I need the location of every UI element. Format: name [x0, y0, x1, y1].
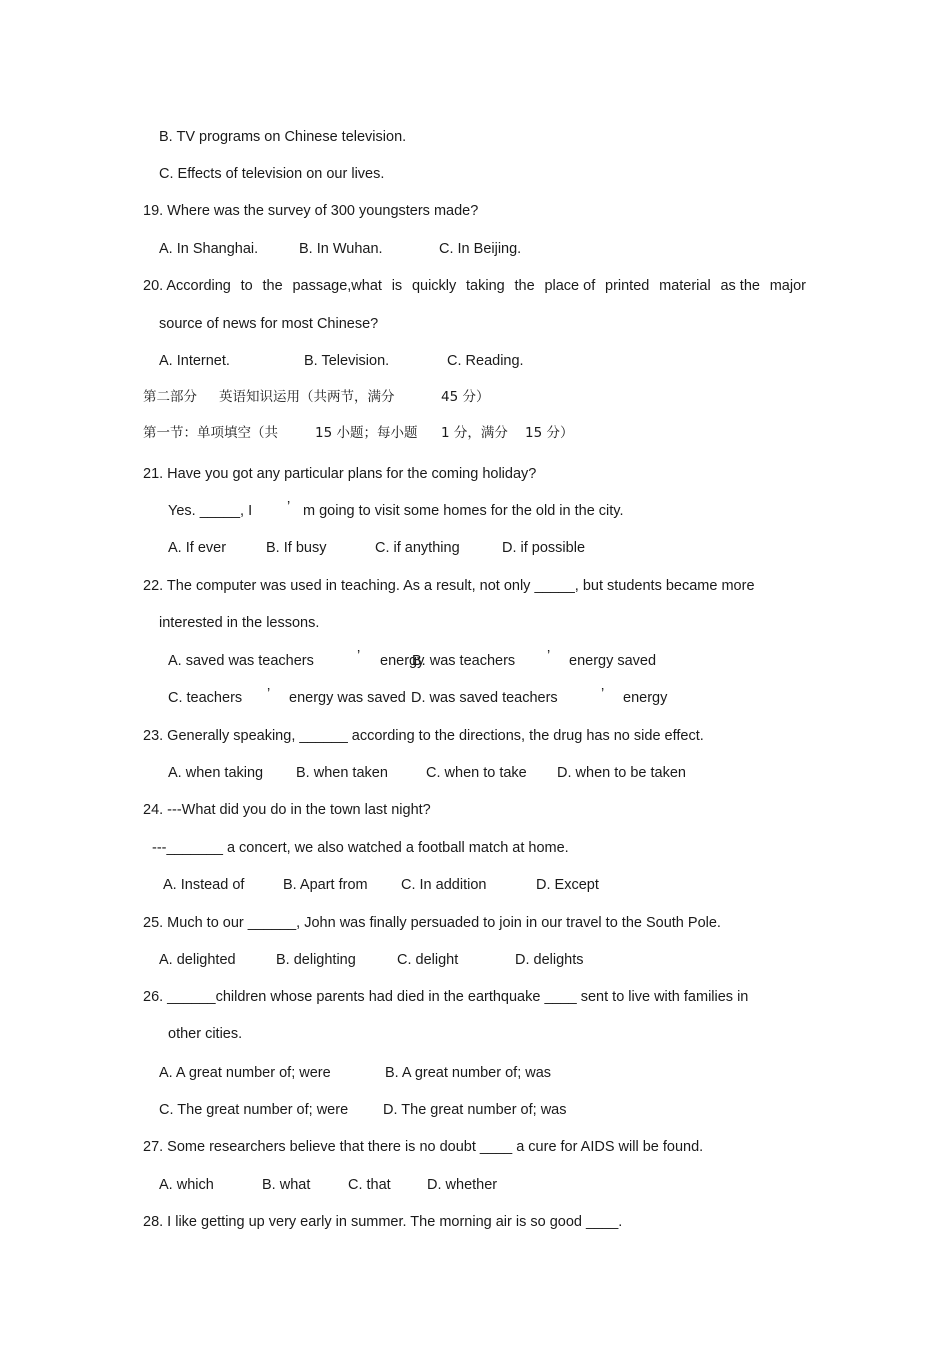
q23-option-d: D. when to be taken [557, 765, 686, 781]
section1-heading-a: 第一节：单项填空（共 [143, 425, 278, 441]
q22-option-b-part1: B. was teachers [412, 653, 516, 669]
q26-option-c: C. The great number of; were [159, 1102, 349, 1118]
q21-option-c: C. if anything [375, 540, 460, 556]
q24-stem: 24. ---What did you do in the town last night? [143, 802, 431, 818]
q20-word: material [659, 278, 711, 294]
q26-option-a: A. A great number of; were [159, 1065, 331, 1081]
q22-option-a-part1: A. saved was teachers [168, 653, 314, 669]
q25-option-a: A. delighted [159, 952, 236, 968]
q21-reply-b: m going to visit some homes for the old in the city. [303, 503, 624, 519]
q24-reply: ---_______ a concert, we also watched a football match at home. [152, 840, 569, 856]
part2-heading-c: 45 分） [441, 389, 490, 405]
q19-stem: 19. Where was the survey of 300 youngsters made? [143, 203, 479, 219]
q26-stem-line1: 26. ______children whose parents had died in the earthquake ____ sent to live with families in [143, 989, 749, 1005]
q22-option-a-apostrophe: ’ [357, 648, 361, 664]
q25-option-d: D. delights [515, 952, 584, 968]
part2-heading-b: 英语知识运用（共两节，满分 [219, 389, 395, 405]
q22-option-d-apostrophe: ’ [601, 686, 605, 702]
q26-option-b: B. A great number of; was [385, 1065, 552, 1081]
q22-option-c-part2: energy was saved [289, 690, 406, 706]
q22-option-a-part2: energy [380, 653, 425, 669]
q20-word: to [240, 278, 253, 294]
q21-reply-apostrophe: ’ [287, 499, 291, 515]
q22-option-c-apostrophe: ’ [267, 686, 271, 702]
q22-option-d-part1: D. was saved teachers [411, 690, 558, 706]
q20-option-c: C. Reading. [447, 353, 524, 369]
q27-stem: 27. Some researchers believe that there is no doubt ____ a cure for AIDS will be found. [143, 1139, 704, 1155]
q26-stem-line2: other cities. [168, 1026, 243, 1042]
q20-word: the [514, 278, 535, 294]
q23-option-b: B. when taken [296, 765, 388, 781]
q18-option-b: B. TV programs on Chinese television. [159, 129, 407, 145]
q24-option-b: B. Apart from [283, 877, 368, 893]
q20-word: the [262, 278, 283, 294]
q28-stem: 28. I like getting up very early in summer. The morning air is so good ____. [143, 1214, 623, 1230]
q20-word: 20. According [143, 278, 231, 294]
q22-option-b-apostrophe: ’ [547, 648, 551, 664]
section1-heading-b: 15 小题；每小题 [315, 425, 418, 441]
q20-option-a: A. Internet. [159, 353, 230, 369]
section1-heading-d: 15 分） [525, 425, 574, 441]
q20-word: taking [466, 278, 505, 294]
q22-option-c-part1: C. teachers [168, 690, 243, 706]
q21-option-b: B. If busy [266, 540, 327, 556]
q22-stem-line1: 22. The computer was used in teaching. As a result, not only _____, but students became more [143, 578, 755, 594]
q21-option-a: A. If ever [168, 540, 227, 556]
section1-heading-c: 1 分，满分 [441, 425, 508, 441]
q21-stem: 21. Have you got any particular plans for the coming holiday? [143, 466, 537, 482]
q21-reply-a: Yes. _____, I [168, 503, 253, 519]
q19-option-b: B. In Wuhan. [299, 241, 383, 257]
q20-word: passage,what [292, 278, 382, 294]
q24-option-c: C. In addition [401, 877, 487, 893]
q20-word: is [391, 278, 403, 294]
q25-stem: 25. Much to our ______, John was finally persuaded to join in our travel to the South Pole. [143, 915, 721, 931]
q24-option-d: D. Except [536, 877, 599, 893]
q20-stem-line1 [143, 277, 806, 295]
q26-option-d: D. The great number of; was [383, 1102, 567, 1118]
q23-option-a: A. when taking [168, 765, 264, 781]
q22-option-b-part2: energy saved [569, 653, 657, 669]
q22-option-d-part2: energy [623, 690, 668, 706]
q21-option-d: D. if possible [502, 540, 586, 556]
q20-word: printed [605, 278, 650, 294]
q23-option-c: C. when to take [426, 765, 527, 781]
q27-option-b: B. what [262, 1177, 311, 1193]
q24-option-a: A. Instead of [163, 877, 245, 893]
q20-word: major [769, 278, 806, 294]
q20-word: as the [720, 278, 760, 294]
q20-word: quickly [411, 278, 457, 294]
q27-option-d: D. whether [427, 1177, 498, 1193]
q25-option-c: C. delight [397, 952, 459, 968]
q27-option-c: C. that [348, 1177, 391, 1193]
q20-stem-line2: source of news for most Chinese? [159, 316, 379, 332]
part2-heading-a: 第二部分 [143, 389, 197, 405]
q19-option-c: C. In Beijing. [439, 241, 522, 257]
q20-word: place of [544, 278, 596, 294]
q27-option-a: A. which [159, 1177, 214, 1193]
q19-option-a: A. In Shanghai. [159, 241, 259, 257]
q23-stem: 23. Generally speaking, ______ according to the directions, the drug has no side effect. [143, 728, 704, 744]
q25-option-b: B. delighting [276, 952, 356, 968]
q20-option-b: B. Television. [304, 353, 390, 369]
q22-stem-line2: interested in the lessons. [159, 615, 320, 631]
q18-option-c: C. Effects of television on our lives. [159, 166, 385, 182]
